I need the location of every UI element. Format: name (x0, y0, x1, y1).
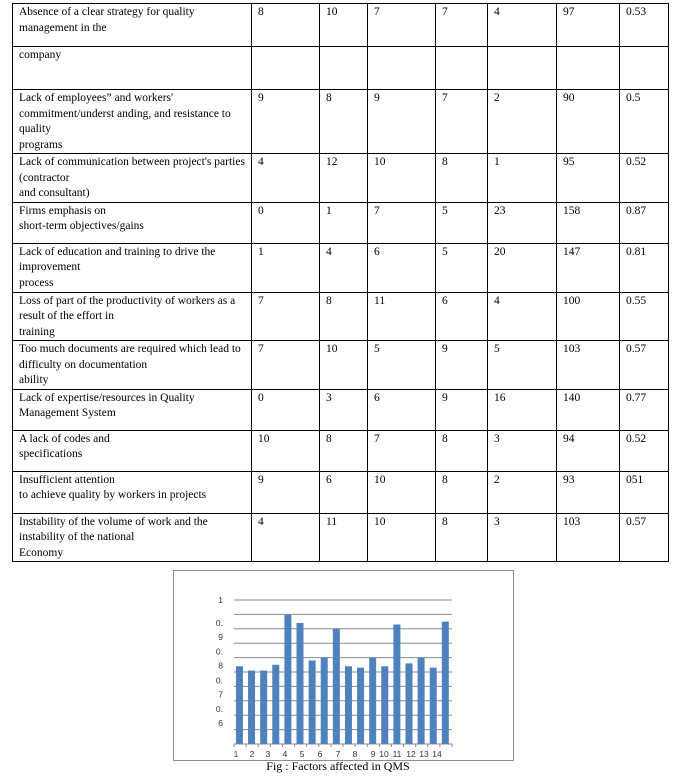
factor-text-line: Lack of employees” and workers' (19, 92, 174, 104)
x-tick-label: 4 (282, 749, 288, 759)
value-cell (320, 47, 368, 90)
bar (442, 622, 449, 744)
factor-text-line: Insufficient attention (19, 473, 115, 486)
bar (321, 658, 328, 744)
value-cell: 0 (252, 202, 320, 243)
value-cell: 90 (557, 90, 620, 154)
x-tick-label: 7 (335, 749, 341, 759)
factor-cell (13, 430, 252, 471)
x-tick-label: 14 (432, 749, 442, 759)
value-cell: 1 (252, 243, 320, 292)
value-cell: 5 (436, 202, 488, 243)
factor-text-line: improvement (19, 261, 81, 273)
table-row (13, 341, 669, 390)
bar (236, 666, 243, 744)
table-row (13, 154, 669, 203)
table-body (13, 4, 669, 562)
bar (248, 671, 255, 744)
bar (381, 666, 388, 744)
bar (430, 668, 437, 744)
value-cell: 9 (368, 90, 436, 154)
value-cell: 7 (368, 202, 436, 243)
x-tick-label: 1 (233, 749, 239, 759)
value-cell (368, 47, 436, 90)
factor-cell (13, 292, 252, 341)
factor-cell (13, 4, 252, 47)
factor-text-line: commitment/underst anding, and resistance to (19, 107, 231, 120)
value-cell: 1 (488, 154, 557, 203)
value-cell: 10 (368, 154, 436, 203)
bar (357, 668, 364, 744)
bar (309, 660, 316, 744)
value-cell: 103 (557, 513, 620, 562)
factor-text-line: Management System (19, 407, 116, 419)
value-cell: 8 (252, 4, 320, 47)
y-tick-label: 1 (218, 595, 223, 605)
table-row (13, 90, 669, 154)
value-cell: 1 (320, 202, 368, 243)
value-cell: 5 (436, 243, 488, 292)
factor-text-line: Economy (19, 546, 64, 559)
bar (418, 658, 425, 744)
value-cell: 4 (488, 292, 557, 341)
table-row (13, 202, 669, 243)
factor-cell (13, 341, 252, 390)
factor-cell (13, 513, 252, 562)
value-cell: 93 (557, 471, 620, 513)
figure-caption: Fig : Factors affected in QMS (266, 759, 410, 773)
factor-cell (13, 471, 252, 513)
x-tick-label: 12 (406, 749, 416, 759)
factor-text-line: difficulty on documentation (19, 358, 148, 371)
value-cell: 0.53 (620, 4, 669, 47)
y-tick-label: 0. (215, 646, 223, 657)
value-cell: 158 (557, 202, 620, 243)
factor-text-line: ability (19, 374, 49, 386)
bar-chart (174, 571, 515, 762)
value-cell: 12 (320, 154, 368, 203)
factor-text-line: Lack of expertise/resources in Quality (19, 391, 195, 404)
value-cell (436, 47, 488, 90)
factor-text-line: process (19, 276, 54, 289)
table-row (13, 243, 669, 292)
factor-text-line: instability of the national (19, 531, 135, 543)
value-cell: 0.57 (620, 341, 669, 390)
value-cell: 10 (320, 341, 368, 390)
value-cell: 95 (557, 154, 620, 203)
value-cell: 0.52 (620, 154, 669, 203)
value-cell: 147 (557, 243, 620, 292)
x-tick-label: 3 (265, 749, 271, 759)
value-cell: 8 (320, 90, 368, 154)
x-tick-label: 2 (249, 749, 255, 759)
factor-text-line: quality (19, 123, 51, 135)
table-row (13, 292, 669, 341)
bar (369, 658, 376, 744)
factor-text-line: specifications (19, 448, 83, 460)
table-row (13, 4, 669, 47)
value-cell (252, 47, 320, 90)
value-cell: 7 (436, 4, 488, 47)
table-row (13, 47, 669, 90)
factor-text-line: short-term objectives/gains (19, 220, 144, 232)
value-cell: 140 (557, 389, 620, 430)
factor-text-line: company (19, 49, 62, 61)
value-cell: 8 (436, 430, 488, 471)
value-cell: 8 (320, 292, 368, 341)
y-tick-label: 6 (218, 718, 223, 729)
value-cell: 0 (252, 389, 320, 430)
value-cell (557, 47, 620, 90)
factor-cell (13, 90, 252, 154)
value-cell: 0.55 (620, 292, 669, 341)
factor-text-line: programs (19, 138, 63, 151)
value-cell: 23 (488, 202, 557, 243)
value-cell: 16 (488, 389, 557, 430)
value-cell: 2 (488, 90, 557, 154)
value-cell (620, 47, 669, 90)
x-tick-label: 6 (317, 749, 323, 759)
value-cell: 97 (557, 4, 620, 47)
x-tick-label: 9 (370, 749, 376, 759)
value-cell: 6 (368, 243, 436, 292)
x-tick-label: 13 (419, 749, 429, 759)
bar (393, 624, 400, 744)
value-cell: 4 (252, 154, 320, 203)
x-tick-label: 10 (379, 749, 389, 759)
bar (260, 671, 267, 744)
value-cell: 0.57 (620, 513, 669, 562)
y-tick-label: 0. (215, 675, 223, 686)
value-cell: 5 (368, 341, 436, 390)
value-cell: 4 (252, 513, 320, 562)
value-cell: 10 (252, 430, 320, 471)
value-cell: 10 (368, 471, 436, 513)
table-row (13, 471, 669, 513)
value-cell: 8 (436, 154, 488, 203)
value-cell: 9 (252, 471, 320, 513)
factor-text-line: Too much documents are required which lead to (19, 343, 241, 355)
value-cell: 6 (368, 389, 436, 430)
factor-cell (13, 243, 252, 292)
factor-text-line: (contractor (19, 171, 70, 184)
y-tick-label: 0. (215, 704, 223, 715)
value-cell: 3 (488, 430, 557, 471)
value-cell: 4 (488, 4, 557, 47)
value-cell: 9 (252, 90, 320, 154)
factor-text-line: management in the (19, 21, 107, 34)
bar (272, 665, 279, 744)
factor-text-line: result of the effort in (19, 310, 114, 322)
value-cell: 3 (488, 513, 557, 562)
factor-text-line: Instability of the volume of work and the (19, 515, 208, 528)
value-cell: 3 (320, 389, 368, 430)
value-cell: 8 (436, 513, 488, 562)
bar (297, 623, 304, 744)
value-cell: 11 (368, 292, 436, 341)
value-cell: 0.87 (620, 202, 669, 243)
value-cell: 8 (436, 471, 488, 513)
value-cell: 5 (488, 341, 557, 390)
x-tick-label: 8 (352, 749, 358, 759)
factor-cell (13, 154, 252, 203)
y-tick-label: 7 (218, 689, 223, 700)
bar (406, 663, 413, 744)
factor-cell (13, 202, 252, 243)
table-row (13, 430, 669, 471)
value-cell (488, 47, 557, 90)
value-cell: 94 (557, 430, 620, 471)
value-cell: 2 (488, 471, 557, 513)
factor-cell (13, 47, 252, 90)
value-cell: 9 (436, 389, 488, 430)
value-cell: 051 (620, 471, 669, 513)
bar (333, 629, 340, 744)
value-cell: 103 (557, 341, 620, 390)
value-cell: 0.81 (620, 243, 669, 292)
factor-text-line: to achieve quality by workers in projects (19, 489, 207, 501)
x-tick-label: 11 (392, 749, 402, 759)
value-cell: 6 (320, 471, 368, 513)
y-tick-label: 0. (215, 617, 223, 628)
value-cell: 0.52 (620, 430, 669, 471)
value-cell: 7 (436, 90, 488, 154)
factor-text-line: Lack of education and training to drive the (19, 245, 216, 258)
value-cell: 0.5 (620, 90, 669, 154)
value-cell: 10 (320, 4, 368, 47)
factor-text-line: Firms emphasis on (19, 204, 106, 217)
value-cell: 20 (488, 243, 557, 292)
factor-text-line: Lack of communication between project's parties (19, 156, 245, 168)
factor-text-line: Loss of part of the productivity of workers as a (19, 294, 236, 307)
value-cell: 10 (368, 513, 436, 562)
bar (345, 666, 352, 744)
value-cell: 6 (436, 292, 488, 341)
value-cell: 7 (368, 430, 436, 471)
factor-text-line: A lack of codes and (19, 432, 110, 445)
value-cell: 9 (436, 341, 488, 390)
value-cell: 7 (368, 4, 436, 47)
factor-text-line: and consultant) (19, 187, 90, 199)
value-cell: 0.77 (620, 389, 669, 430)
bar (284, 614, 291, 744)
y-tick-label: 9 (218, 631, 223, 642)
factors-table (12, 3, 669, 562)
chart-frame (173, 570, 514, 761)
factor-text-line: Absence of a clear strategy for quality (19, 6, 195, 18)
factor-cell (13, 389, 252, 430)
table-row (13, 389, 669, 430)
x-tick-label: 5 (299, 749, 305, 759)
factor-text-line: training (19, 325, 55, 338)
value-cell: 100 (557, 292, 620, 341)
value-cell: 7 (252, 341, 320, 390)
value-cell: 7 (252, 292, 320, 341)
value-cell: 11 (320, 513, 368, 562)
value-cell: 8 (320, 430, 368, 471)
y-tick-label: 8 (218, 660, 223, 671)
table-row (13, 513, 669, 562)
value-cell: 4 (320, 243, 368, 292)
